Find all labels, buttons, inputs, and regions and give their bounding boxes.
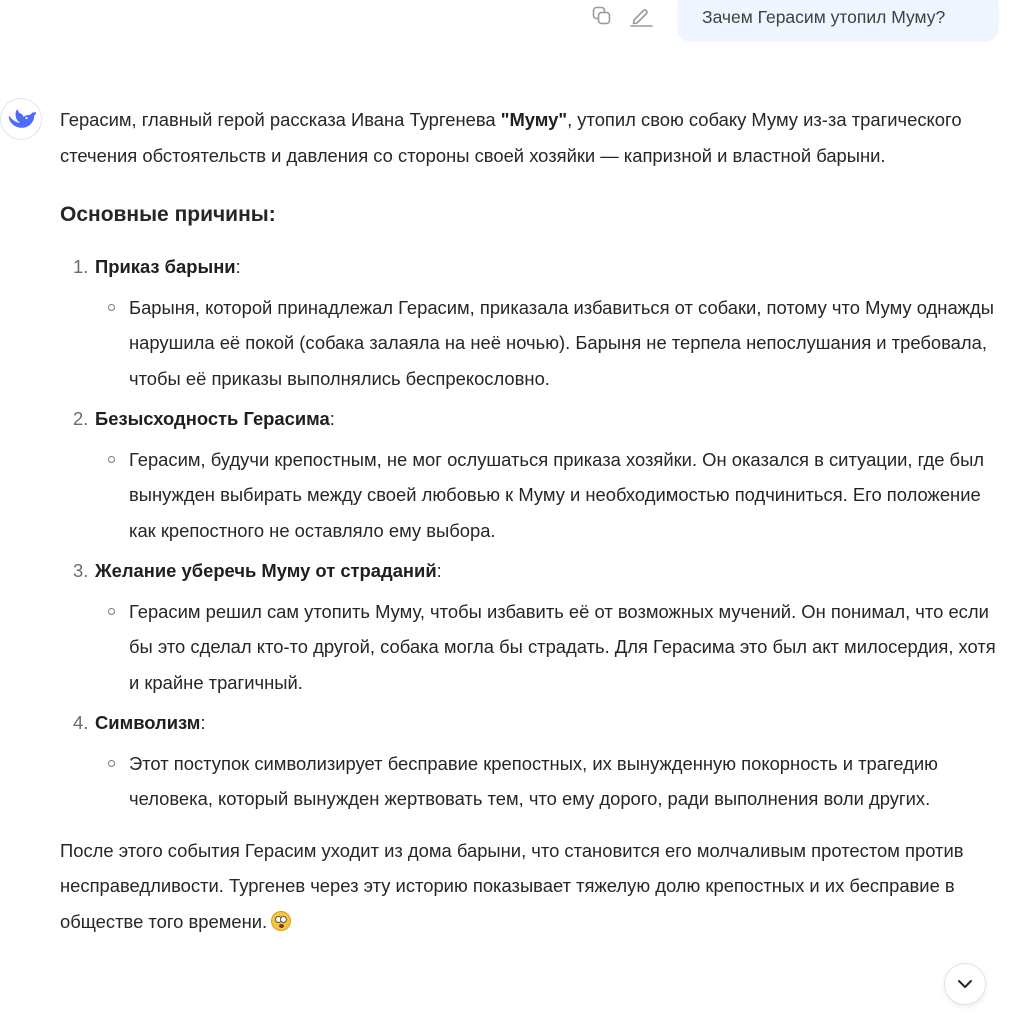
outro-text: После этого события Герасим уходит из дома барыни, что становится его молчаливым протестом против несправедливости. Тургенев через эту историю показывает тяжелую долю крепостных и их бесправие в обществе того времени. [60,839,964,932]
reason-title: Желание уберечь Муму от страданий: [95,560,442,581]
reason-title: Символизм: [95,712,206,733]
user-message-bubble [677,0,999,42]
edit-icon [628,4,654,28]
intro-paragraph [60,102,1005,173]
list-number: 1. [73,256,89,277]
list-item [60,401,1005,548]
reason-title: Приказ барыни: [95,256,241,277]
assistant-avatar [0,98,42,140]
intro-text-before: Герасим, главный герой рассказа Ивана Тургенева [60,109,501,130]
copy-icon [590,4,614,28]
intro-text-after: , утопил свою собаку Муму из-за трагического стечения обстоятельств и давления со стороны своей хозяйки — капризной и властной барыни. [60,109,962,166]
user-message-text: Зачем Герасим утопил Муму? [702,7,946,27]
circle-bullet-icon [108,608,115,615]
circle-bullet-icon [108,760,115,767]
reason-detail: Барыня, которой принадлежал Герасим, приказала избавиться от собаки, потому что Муму однажды нарушила её покой (собака залаяла на неё ночью). Барыня не терпела непослушания и требовала, чтобы её приказы выполнялись беспрекословно. [95,290,1005,397]
section-heading: Основные причины: [60,203,276,226]
reason-detail: Этот поступок символизирует бесправие крепостных, их вынужденную покорность и трагедию человека, который вынужден жертвовать тем, что ему дорого, ради выполнения воли других. [95,746,1005,817]
outro-paragraph [60,833,1005,940]
circle-bullet-icon [108,304,115,311]
list-number: 2. [73,408,89,429]
circle-bullet-icon [108,456,115,463]
reason-sublist [95,442,1005,549]
reason-sublist [95,290,1005,397]
reason-sublist [95,594,1005,701]
user-message-row [0,0,1010,44]
list-number: 3. [73,560,89,581]
reason-detail: Герасим, будучи крепостным, не мог ослушаться приказа хозяйки. Он оказался в ситуации, где был вынужден выбирать между своей любовью к Муму и необходимостью подчиниться. Его положение как крепостного не оставляло ему выбора. [95,442,1005,549]
reason-sublist [95,746,1005,817]
reason-title: Безысходность Герасима: [95,408,335,429]
list-item [60,249,1005,396]
whale-logo-icon [6,107,36,131]
list-number: 4. [73,712,89,733]
edit-button[interactable] [627,2,655,30]
intro-bold-title: "Муму" [500,109,568,130]
assistant-message [60,102,1005,939]
reasons-list [60,249,1005,817]
copy-button[interactable] [588,2,616,30]
list-item [60,705,1005,817]
chevron-down-icon [955,974,975,994]
scroll-to-bottom-button[interactable] [944,963,986,1005]
reason-detail: Герасим решил сам утопить Муму, чтобы избавить её от возможных мучений. Он понимал, что если бы это сделал кто-то другой, собака могла бы страдать. Для Герасима это был акт милосердия, хотя и крайне трагичный. [95,594,1005,701]
list-item [60,553,1005,700]
flushed-face-icon [271,911,291,931]
